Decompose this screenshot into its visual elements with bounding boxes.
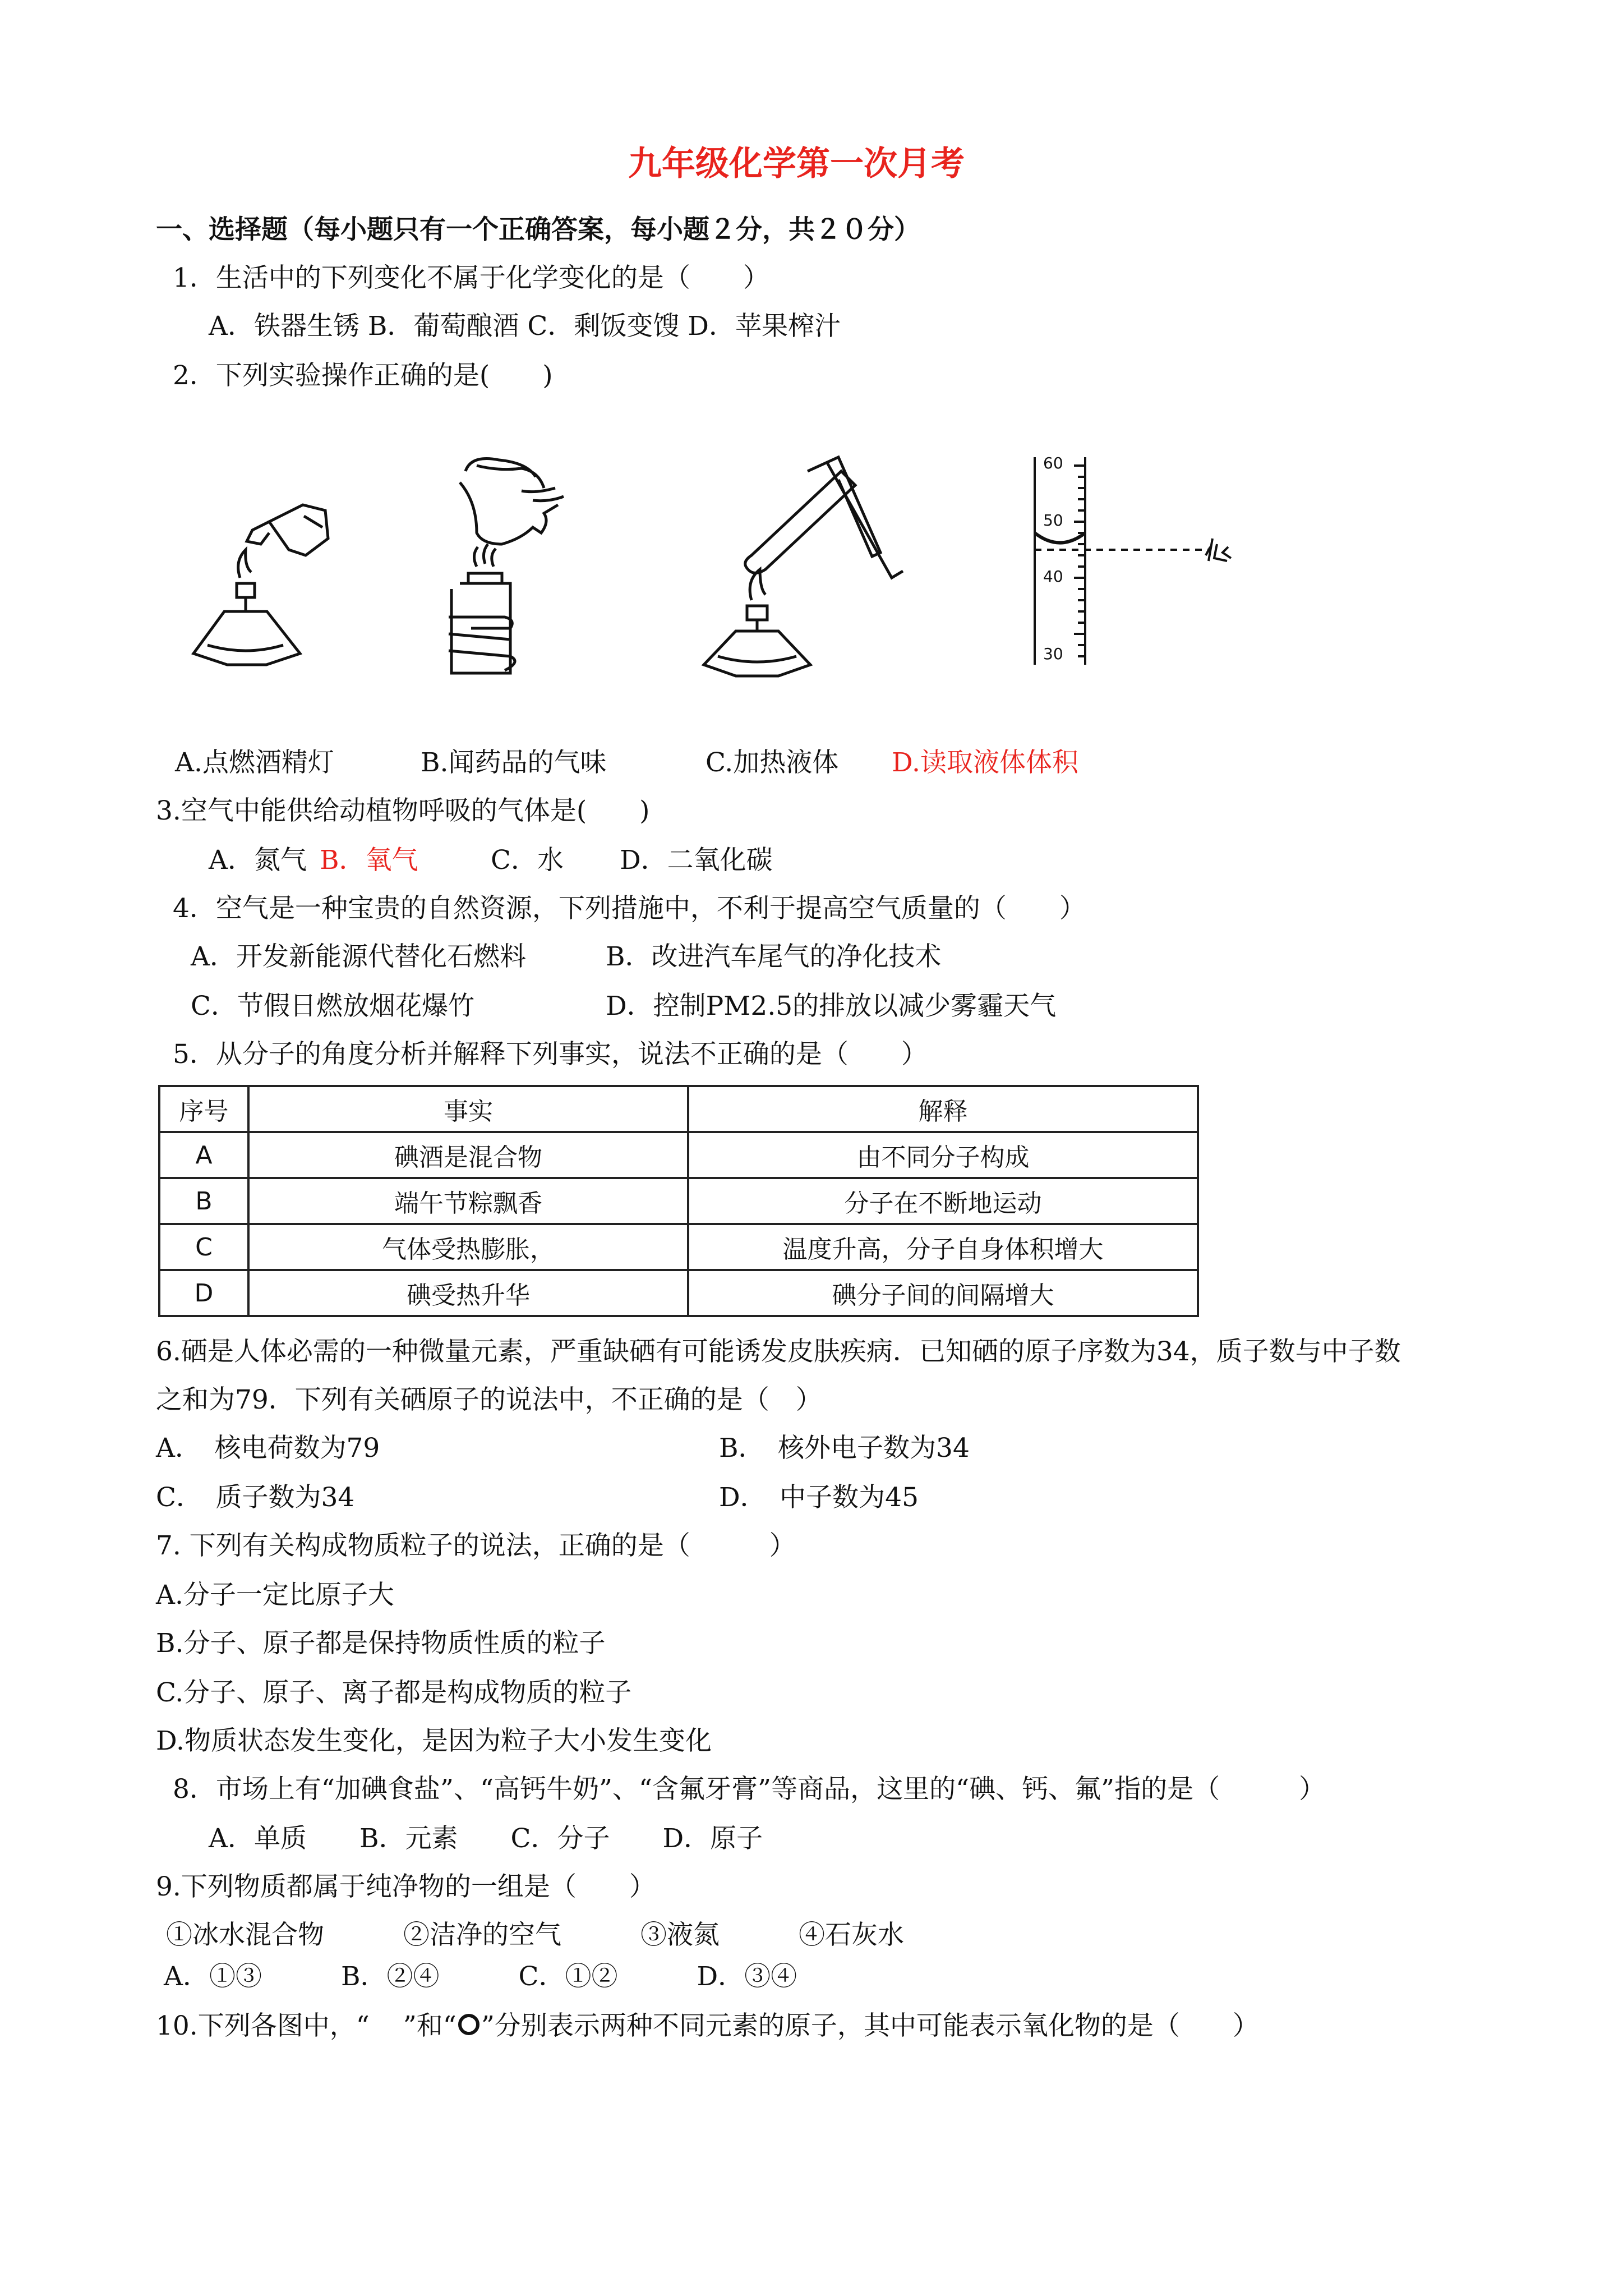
question-6-stem-line2: 之和为79．下列有关硒原子的说法中，不正确的是（ ） [156,1384,822,1415]
table-row [159,1270,1198,1316]
section-heading: 一、选择题（每小题只有一个正确答案，每小题２分，共２０分） [156,214,920,245]
table-row [159,1178,1198,1224]
figure-reading-volume [1015,449,1262,673]
figure-heating-liquid [712,460,948,679]
figure-lighting-lamp [185,477,353,679]
question-3-option-c: C．水 [491,845,564,876]
facts-table [158,1085,1199,1317]
question-1-stem: 1．生活中的下列变化不属于化学变化的是（ ） [173,263,769,293]
table-cell-explanation: 温度升高，分子自身体积增大 [688,1224,1198,1270]
question-9-stem: 9.下列物质都属于纯净物的一组是（ ） [156,1871,656,1902]
question-10-stem-part3: ”分别表示两种不同元素的原子，其中可能表示氧化物的是（ ） [481,2010,1259,2041]
question-7-option-d: D.物质状态发生变化，是因为粒子大小发生变化 [156,1726,712,1756]
question-7-stem: 7. 下列有关构成物质粒子的说法，正确的是（ ） [156,1530,796,1561]
cylinder-tick-30: 30 [1043,645,1063,663]
page-title: 九年级化学第一次月考 [628,144,965,183]
question-7-option-c: C.分子、原子、离子都是构成物质的粒子 [156,1677,632,1708]
table-cell-index: D [159,1270,248,1316]
hollow-atom-icon [457,2012,481,2036]
table-cell-index: B [159,1178,248,1224]
question-4-option-a: A．开发新能源代替化石燃料 [191,941,526,972]
question-9-options: A．①③ B．②④ C．①② D．③④ [164,1961,797,1992]
question-6-option-b: B． 核外电子数为34 [719,1433,970,1464]
table-row [159,1224,1198,1270]
question-7-option-b: B.分子、原子都是保持物质性质的粒子 [156,1628,606,1659]
question-3-stem: 3.空气中能供给动植物呼吸的气体是( ) [156,795,650,826]
question-8-stem: 8．市场上有“加碘食盐”、“高钙牛奶”、“含氟牙膏”等商品，这里的“碘、钙、氟”指的是（ ） [173,1774,1326,1805]
table-header-index: 序号 [159,1086,248,1132]
question-3-option-d: D．二氧化碳 [620,845,773,876]
table-cell-explanation: 由不同分子构成 [688,1132,1198,1178]
question-8-options: A．单质 B．元素 C．分子 D．原子 [209,1823,763,1854]
table-cell-explanation: 碘分子间的间隔增大 [688,1270,1198,1316]
question-6-stem-line1: 6.硒是人体必需的一种微量元素，严重缺硒有可能诱发皮肤疾病．已知硒的原子序数为34，质子数与中子数 [156,1336,1401,1367]
table-cell-fact: 碘受热升华 [248,1270,688,1316]
question-4-option-c: C．节假日燃放烟花爆竹 [191,991,474,1022]
cylinder-tick-60: 60 [1043,454,1063,472]
question-4-option-b: B．改进汽车尾气的净化技术 [606,941,942,972]
cylinder-tick-40: 40 [1043,567,1063,586]
question-3-option-b: B．氧气 [320,845,418,876]
question-2-option-c: C.加热液体 [706,747,839,778]
question-10-stem [156,2009,1259,2043]
question-7-option-a: A.分子一定比原子大 [156,1580,394,1611]
table-cell-index: C [159,1224,248,1270]
question-1-options: A．铁器生锈 B．葡萄酿酒 C．剩饭变馊 D．苹果榨汁 [209,311,841,342]
question-6-option-d: D． 中子数为45 [719,1482,919,1513]
table-row [159,1132,1198,1178]
figure-smelling-gas [437,449,606,684]
question-3-option-a: A．氮气 [209,845,307,876]
question-6-option-c: C． 质子数为34 [156,1482,355,1513]
cylinder-tick-50: 50 [1043,511,1063,530]
question-10-stem-part1: 10.下列各图中，“ [156,2010,370,2041]
question-5-stem: 5．从分子的角度分析并解释下列事实，说法不正确的是（ ） [173,1039,928,1070]
table-cell-fact: 碘酒是混合物 [248,1132,688,1178]
question-9-items: ①冰水混合物 ②洁净的空气 ③液氮 ④石灰水 [166,1920,904,1950]
question-2-option-b: B.闻药品的气味 [421,747,607,778]
table-cell-fact: 端午节粽飘香 [248,1178,688,1224]
question-2-option-d: D.读取液体体积 [892,747,1078,778]
question-2-stem: 2．下列实验操作正确的是( ) [173,360,553,391]
question-10-stem-part2: ”和“ [403,2010,457,2041]
question-4-option-d: D．控制PM2.5的排放以减少雾霾天气 [606,991,1057,1022]
table-cell-fact: 气体受热膨胀， [248,1224,688,1270]
table-cell-explanation: 分子在不断地运动 [688,1178,1198,1224]
question-4-stem: 4．空气是一种宝贵的自然资源，下列措施中，不利于提高空气质量的（ ） [173,893,1086,924]
question-6-option-a: A． 核电荷数为79 [156,1433,380,1464]
question-2-option-a: A.点燃酒精灯 [175,747,334,778]
table-cell-index: A [159,1132,248,1178]
table-header-explanation: 解释 [688,1086,1198,1132]
table-header-fact: 事实 [248,1086,688,1132]
table-header-row [159,1086,1198,1132]
